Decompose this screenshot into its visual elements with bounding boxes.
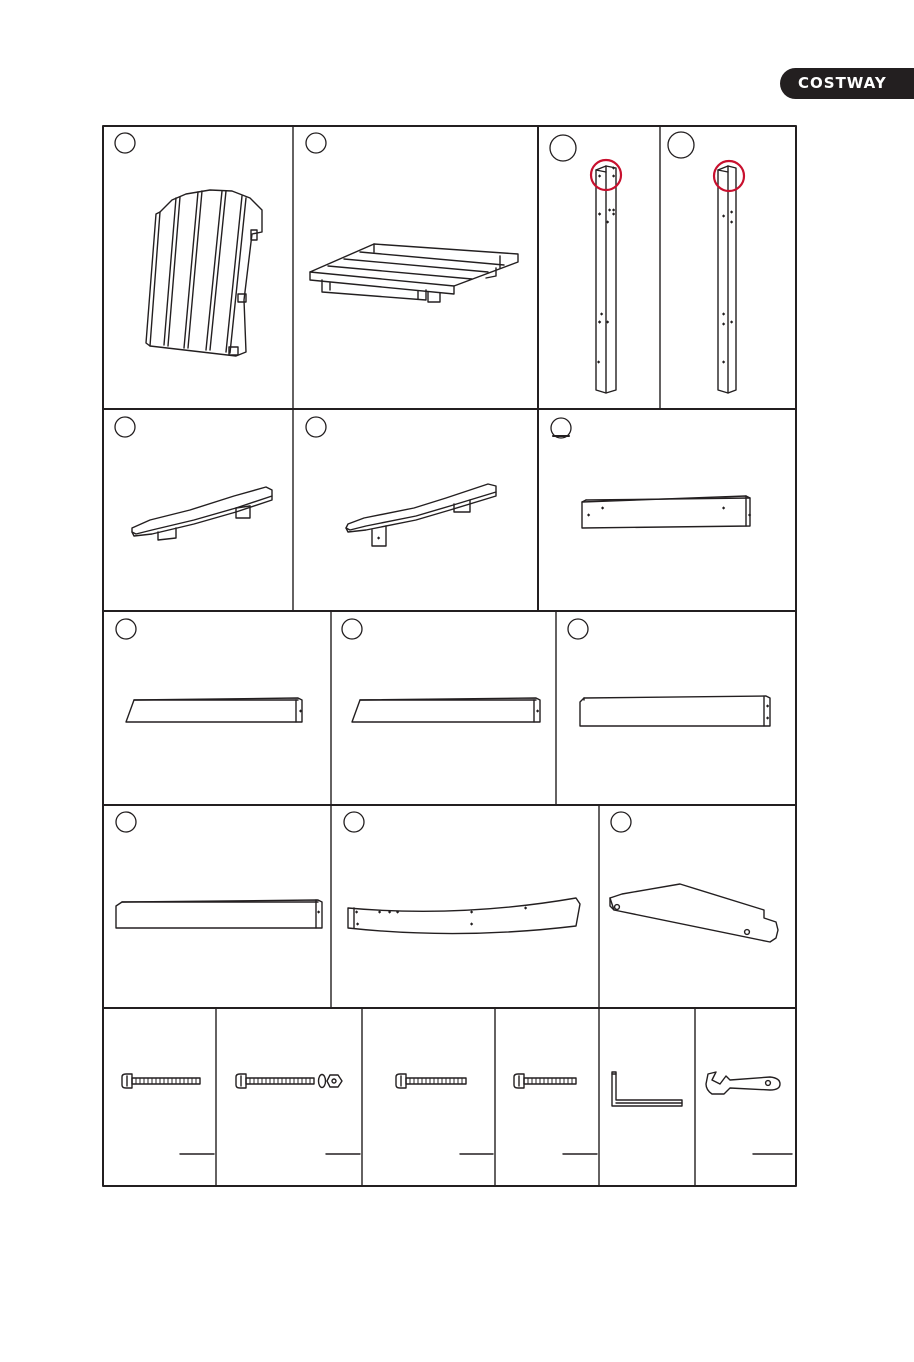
backrest-illustration [146, 190, 262, 356]
medium-bolt-illustration [396, 1074, 493, 1154]
back-leg-left-illustration [348, 898, 580, 934]
allen-key-illustration [612, 1072, 682, 1106]
brand-logo: COSTWAY [780, 68, 914, 99]
backrest-support-left-illustration [126, 698, 302, 722]
bolt-with-washer-and-nut-illustration [236, 1074, 360, 1154]
short-bolt-illustration [514, 1074, 597, 1154]
armrest-left-illustration [132, 487, 272, 540]
back-leg-right-illustration [610, 884, 778, 942]
backrest-support-right-illustration [352, 698, 540, 722]
long-bolt-illustration [122, 1074, 214, 1154]
front-support-illustration [582, 496, 751, 528]
front-leg-left-illustration [591, 160, 621, 393]
wrench-illustration [706, 1072, 792, 1154]
seat-support-illustration [580, 696, 770, 726]
part-number-circles [115, 132, 694, 832]
rear-support-illustration [116, 900, 322, 928]
armrest-right-illustration [346, 484, 496, 546]
seat-illustration [310, 244, 518, 302]
front-leg-right-illustration [714, 161, 744, 393]
